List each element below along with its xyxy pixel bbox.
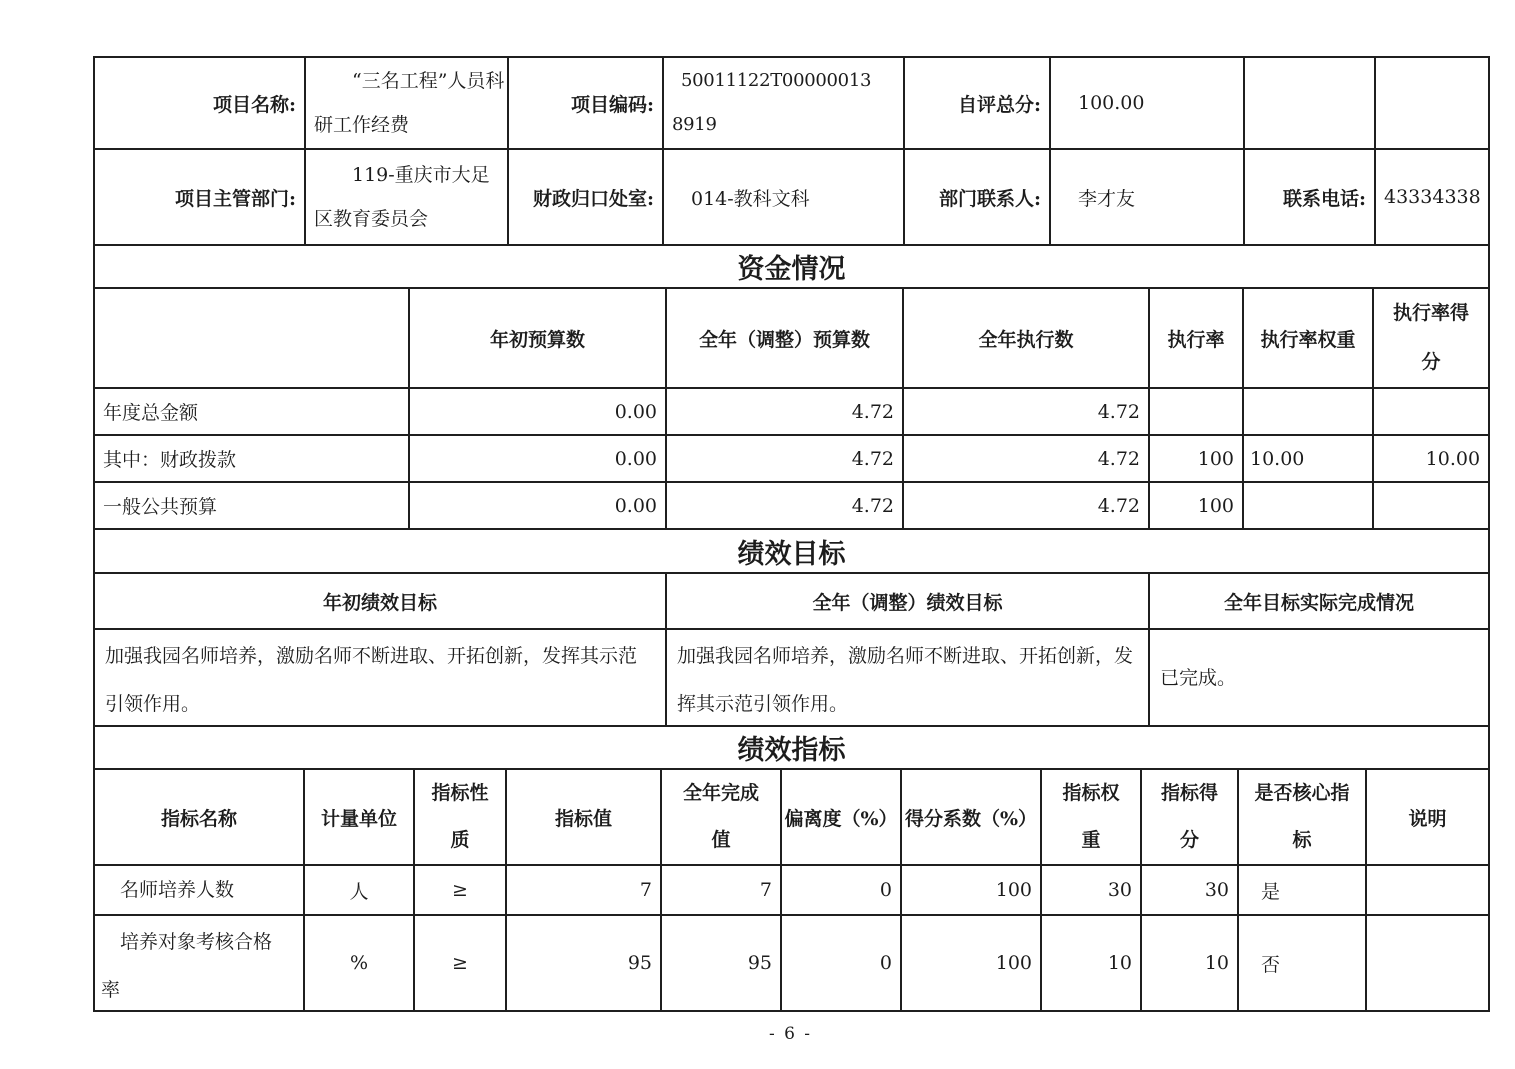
indicator-unit: % [304, 915, 414, 1011]
table-row [94, 388, 1489, 435]
goal-completion-text: 已完成。 [1149, 629, 1489, 726]
table-row [94, 482, 1489, 529]
indicator-nature: ≥ [414, 865, 506, 915]
dept-value: 119-重庆市大足区教育委员会 [305, 149, 508, 245]
funding-table [93, 244, 1490, 530]
header-row [94, 769, 1489, 865]
goals-header-completion: 全年目标实际完成情况 [1149, 573, 1489, 629]
rate-weight-value: 10.00 [1243, 435, 1373, 482]
indicator-header-target: 指标值 [506, 769, 661, 865]
indicator-weight: 10 [1041, 915, 1141, 1011]
office-label: 财政归口处室: [508, 149, 663, 245]
header-row [94, 288, 1489, 388]
executed-value: 4.72 [903, 388, 1149, 435]
indicator-deviation: 0 [781, 865, 901, 915]
indicator-name: 名师培养人数 [94, 865, 304, 915]
goals-header-adjusted: 全年（调整）绩效目标 [666, 573, 1149, 629]
goals-section-title: 绩效目标 [94, 529, 1489, 573]
indicator-nature: ≥ [414, 915, 506, 1011]
rate-weight-value [1243, 388, 1373, 435]
indicators-table [93, 725, 1490, 1012]
indicator-note [1366, 865, 1489, 915]
indicator-deviation: 0 [781, 915, 901, 1011]
funding-row-name: 其中：财政拨款 [94, 435, 409, 482]
indicator-score: 30 [1141, 865, 1238, 915]
indicator-header-weight: 指标权重 [1041, 769, 1141, 865]
indicator-header-deviation: 偏离度（%） [781, 769, 901, 865]
indicator-score-coef: 100 [901, 865, 1041, 915]
dept-label: 项目主管部门: [94, 149, 305, 245]
funding-header-executed: 全年执行数 [903, 288, 1149, 388]
rate-weight-value [1243, 482, 1373, 529]
section-title-row [94, 726, 1489, 769]
indicator-target: 7 [506, 865, 661, 915]
indicator-unit: 人 [304, 865, 414, 915]
indicator-note [1366, 915, 1489, 1011]
goals-header-initial: 年初绩效目标 [94, 573, 666, 629]
indicator-is-core: 否 [1238, 915, 1366, 1011]
indicator-header-name: 指标名称 [94, 769, 304, 865]
contact-value: 李才友 [1050, 149, 1244, 245]
project-info-table [93, 56, 1490, 246]
table-row [94, 57, 1489, 149]
executed-value: 4.72 [903, 435, 1149, 482]
indicator-header-score: 指标得分 [1141, 769, 1238, 865]
rate-value [1149, 388, 1243, 435]
funding-header-blank [94, 288, 409, 388]
self-score-value: 100.00 [1050, 57, 1244, 149]
funding-section-title: 资金情况 [94, 245, 1489, 288]
initial-budget-value: 0.00 [409, 388, 666, 435]
rate-value: 100 [1149, 435, 1243, 482]
indicator-is-core: 是 [1238, 865, 1366, 915]
table-row [94, 149, 1489, 245]
goals-table [93, 528, 1490, 727]
adjusted-budget-value: 4.72 [666, 388, 903, 435]
initial-budget-value: 0.00 [409, 435, 666, 482]
funding-header-adjusted-budget: 全年（调整）预算数 [666, 288, 903, 388]
adjusted-goal-text: 加强我园名师培养，激励名师不断进取、开拓创新，发挥其示范引领作用。 [666, 629, 1149, 726]
header-row [94, 573, 1489, 629]
rate-score-value [1373, 388, 1489, 435]
project-name-label: 项目名称: [94, 57, 305, 149]
table-row [94, 435, 1489, 482]
adjusted-budget-value: 4.72 [666, 482, 903, 529]
funding-header-initial-budget: 年初预算数 [409, 288, 666, 388]
funding-header-rate-weight: 执行率权重 [1243, 288, 1373, 388]
funding-header-rate: 执行率 [1149, 288, 1243, 388]
funding-header-rate-score: 执行率得分 [1373, 288, 1489, 388]
executed-value: 4.72 [903, 482, 1149, 529]
contact-label: 部门联系人: [904, 149, 1050, 245]
project-name-value: “三名工程”人员科研工作经费 [305, 57, 508, 149]
funding-row-name: 年度总金额 [94, 388, 409, 435]
page-number: - 6 - [768, 1024, 813, 1044]
table-row [94, 865, 1489, 915]
indicator-target: 95 [506, 915, 661, 1011]
table-row [94, 915, 1489, 1011]
evaluation-form [93, 56, 1488, 1044]
phone-label: 联系电话: [1244, 149, 1375, 245]
indicator-name: 培养对象考核合格率 [94, 915, 304, 1011]
table-row [94, 629, 1489, 726]
rate-score-value [1373, 482, 1489, 529]
initial-goal-text: 加强我园名师培养，激励名师不断进取、开拓创新，发挥其示范引领作用。 [94, 629, 666, 726]
indicator-weight: 30 [1041, 865, 1141, 915]
self-score-label: 自评总分: [904, 57, 1050, 149]
indicators-section-title: 绩效指标 [94, 726, 1489, 769]
indicator-score: 10 [1141, 915, 1238, 1011]
indicator-header-is-core: 是否核心指标 [1238, 769, 1366, 865]
indicator-header-note: 说明 [1366, 769, 1489, 865]
indicator-completed: 7 [661, 865, 781, 915]
empty-cell [1375, 57, 1489, 149]
indicator-header-unit: 计量单位 [304, 769, 414, 865]
indicator-header-completed: 全年完成值 [661, 769, 781, 865]
project-code-value: 50011122T000000138919 [663, 57, 904, 149]
rate-score-value: 10.00 [1373, 435, 1489, 482]
initial-budget-value: 0.00 [409, 482, 666, 529]
empty-cell [1244, 57, 1375, 149]
indicator-score-coef: 100 [901, 915, 1041, 1011]
phone-value: 43334338 [1375, 149, 1489, 245]
adjusted-budget-value: 4.72 [666, 435, 903, 482]
section-title-row [94, 529, 1489, 573]
office-value: 014-教科文科 [663, 149, 904, 245]
funding-row-name: 一般公共预算 [94, 482, 409, 529]
indicator-header-score-coef: 得分系数（%） [901, 769, 1041, 865]
indicator-header-nature: 指标性质 [414, 769, 506, 865]
section-title-row [94, 245, 1489, 288]
rate-value: 100 [1149, 482, 1243, 529]
indicator-completed: 95 [661, 915, 781, 1011]
project-code-label: 项目编码: [508, 57, 663, 149]
